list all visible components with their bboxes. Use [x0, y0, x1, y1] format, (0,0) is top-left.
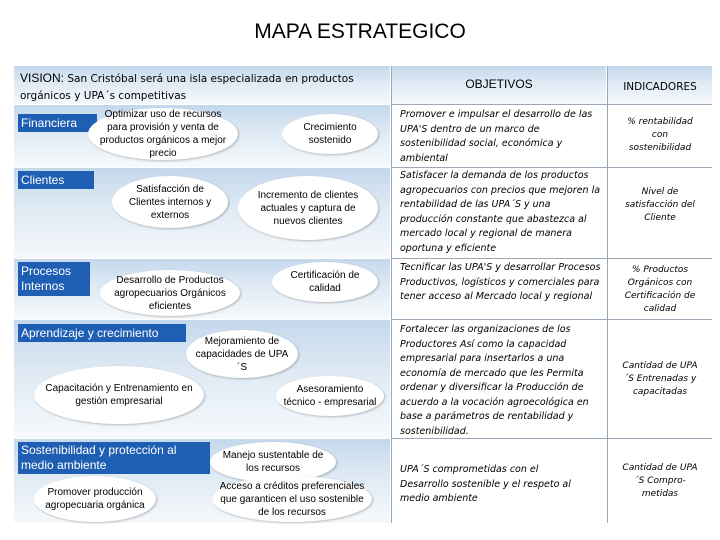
aprendizaje-capacitacion-node: Capacitación y Entrenamiento en gestión empresarial: [34, 366, 204, 424]
clientes-satisfaccion-node: Satisfacción de Clientes internos y externos: [112, 176, 228, 228]
vision-statement: [20, 70, 386, 104]
section-label-procesos: Procesos Internos: [18, 262, 90, 296]
objective-clientes: Satisfacer la demanda de los productos agropecuarios con precios que mejoren la rentabilidad de las UPA´S y una producción constante que abastezca al mercado local y regional de manera oportuna y eficiente: [400, 170, 601, 254]
sostenibilidad-manejo-node: Manejo sustentable de los recursos: [210, 442, 336, 482]
clientes-incremento-node: Incremento de clientes actuales y captura de nuevos clientes: [238, 176, 378, 240]
objective-procesos: Tecnificar las UPA'S y desarrollar Procesos Productivos, logísticos y comerciales para tener acceso al Mercado local y regional: [400, 262, 601, 302]
objective-aprendizaje: Fortalecer las organizaciones de los Productores Así como la capacidad empresarial para insertarlos a una economía de mercado que les Permita ordenar y diversificar la Producción de acuerdo a la vocación agroecológica en base a parámetros de rentabilidad y sostenibilidad.: [400, 324, 589, 437]
section-label-clientes: Clientes: [18, 171, 94, 189]
sostenibilidad-promover-node: Promover producción agropecuaria orgánica: [34, 476, 156, 522]
indicator-financiera: % rentabilidad con sostenibilidad: [627, 117, 693, 153]
objective-financiera: Promover e impulsar el desarrollo de las UPA'S dentro de un marco de sostenibilidad social, económica y ambiental: [400, 109, 593, 164]
indicators-header: INDICADORES: [623, 81, 697, 93]
financiera-optimizar-node: Optimizar uso de recursos para provisión y venta de productos orgánicos a mejor precio: [88, 108, 238, 160]
section-label-financiera: Financiera: [18, 114, 97, 132]
indicator-sostenibilidad: Cantidad de UPA´S Compro-metidas: [622, 463, 698, 499]
indicator-clientes: Nivel de satisfacción del Cliente: [625, 187, 695, 223]
row-divider: [392, 104, 712, 105]
page-title: MAPA ESTRATEGICO: [254, 20, 466, 43]
procesos-desarrollo-node: Desarrollo de Productos agropecuarios Orgánicos eficientes: [100, 270, 240, 316]
vision-text: San Cristóbal será una isla especializada en productos orgánicos y UPA´s competitivas: [20, 73, 354, 102]
financiera-crecimiento-node: Crecimiento sostenido: [282, 114, 378, 154]
column-divider: [607, 66, 608, 523]
row-divider: [392, 167, 712, 168]
aprendizaje-asesoramiento-node: Asesoramiento técnico - empresarial: [276, 376, 384, 416]
procesos-certificacion-node: Certificación de calidad: [272, 262, 378, 302]
row-divider: [392, 258, 712, 259]
column-divider: [391, 66, 392, 523]
row-divider: [392, 319, 712, 320]
indicator-procesos: % Productos Orgánicos con Certificación de calidad: [624, 265, 696, 314]
section-label-aprendizaje: Aprendizaje y crecimiento: [18, 324, 186, 342]
section-label-sostenibilidad: Sostenibilidad y protección al medio ambiente: [18, 442, 210, 474]
objective-sostenibilidad: UPA´S comprometidas con el Desarrollo sostenible y el respeto al medio ambiente: [400, 464, 571, 504]
vision-label: VISION:: [20, 71, 65, 85]
sostenibilidad-acceso-node: Acceso a créditos preferenciales que garanticen el uso sostenible de los recursos: [212, 476, 372, 522]
objectives-header: OBJETIVOS: [465, 77, 533, 91]
aprendizaje-mejoramiento-node: Mejoramiento de capacidades de UPA´S: [186, 330, 298, 378]
indicator-aprendizaje: Cantidad de UPA´S Entrenadas y capacitadas: [622, 361, 698, 397]
